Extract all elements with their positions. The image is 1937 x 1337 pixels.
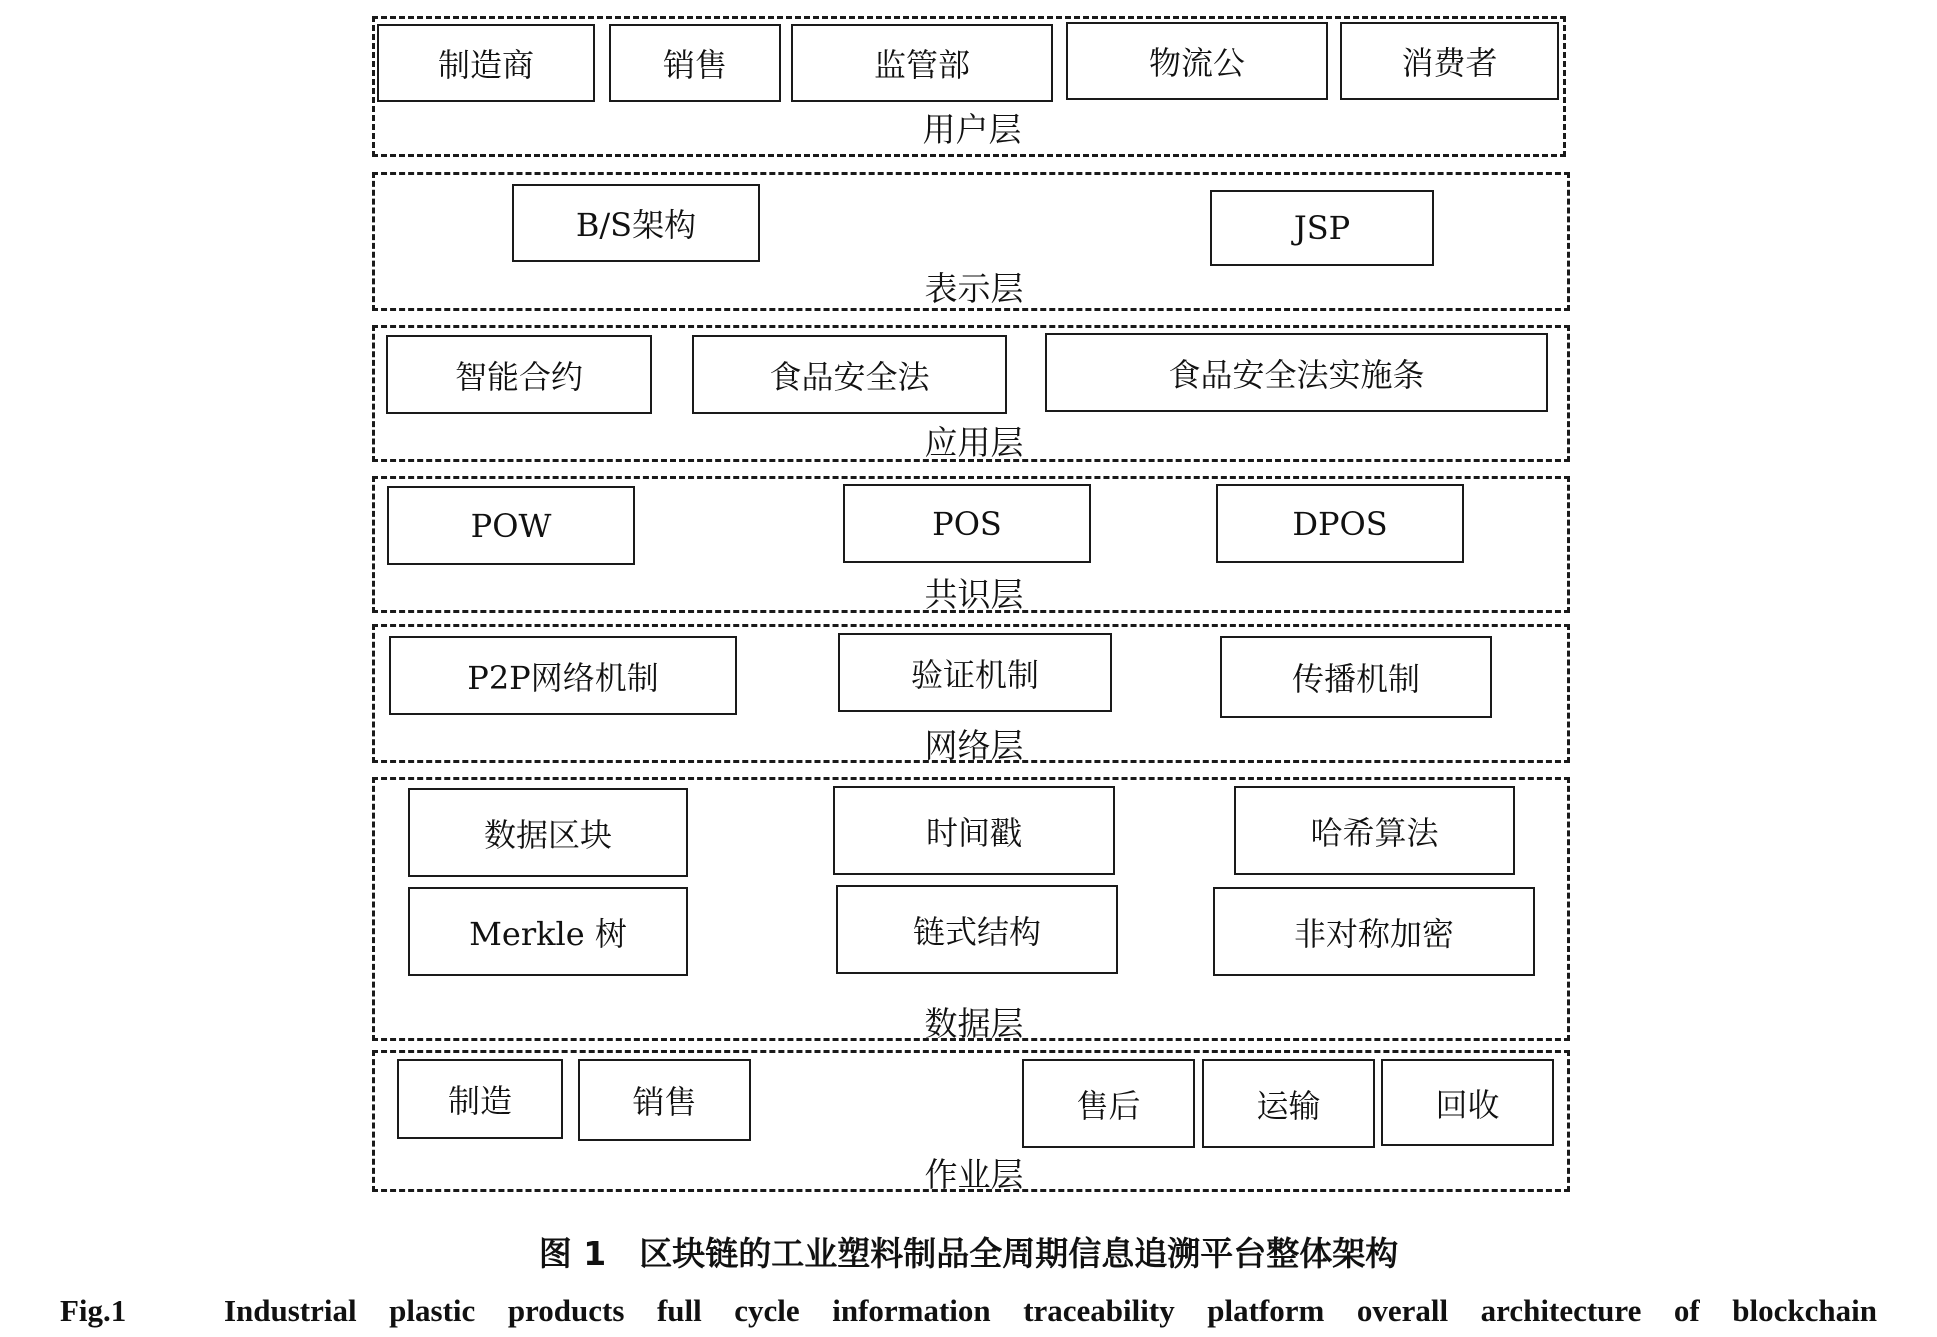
presentation-layer-label: 表示层: [924, 269, 1024, 308]
application-layer-label: 应用层: [924, 423, 1024, 462]
node-merkle-tree: Merkle 树: [408, 887, 688, 976]
network-layer-label: 网络层: [924, 726, 1024, 765]
node-asymmetric-encryption: 非对称加密: [1213, 887, 1535, 976]
user-layer-label: 用户层: [922, 110, 1022, 149]
node-pow: POW: [387, 486, 635, 565]
node-chain-structure: 链式结构: [836, 885, 1118, 974]
node-hash-algorithm: 哈希算法: [1234, 786, 1515, 875]
node-bs-architecture: B/S架构: [512, 184, 760, 262]
node-consumer: 消费者: [1340, 22, 1559, 100]
node-food-safety-regulations: 食品安全法实施条: [1045, 333, 1548, 412]
node-recycling: 回收: [1381, 1059, 1554, 1146]
data-layer-label: 数据层: [924, 1004, 1024, 1043]
node-propagation-mechanism: 传播机制: [1220, 636, 1492, 718]
node-jsp: JSP: [1210, 190, 1434, 266]
node-p2p-mechanism: P2P网络机制: [389, 636, 737, 715]
node-dpos: DPOS: [1216, 484, 1464, 563]
node-manufacture: 制造: [397, 1059, 563, 1139]
operation-layer-label: 作业层: [924, 1155, 1024, 1194]
node-logistics: 物流公: [1066, 22, 1328, 100]
node-manufacturer: 制造商: [377, 24, 595, 102]
node-regulator: 监管部: [791, 24, 1053, 102]
consensus-layer-label: 共识层: [924, 575, 1024, 614]
node-smart-contract: 智能合约: [386, 335, 652, 414]
node-food-safety-law: 食品安全法: [692, 335, 1007, 414]
figure-caption-zh: 图 1 区块链的工业塑料制品全周期信息追溯平台整体架构: [538, 1234, 1399, 1273]
node-sales: 销售: [609, 24, 781, 102]
node-transport: 运输: [1202, 1059, 1375, 1148]
figure-caption-en: Fig.1 Industrial plastic products full cycle information traceability platform overall architecture of blockchain: [60, 1293, 1877, 1328]
node-sale: 销售: [578, 1059, 751, 1141]
node-timestamp: 时间戳: [833, 786, 1115, 875]
node-pos: POS: [843, 484, 1091, 563]
node-verification-mechanism: 验证机制: [838, 633, 1112, 712]
node-data-block: 数据区块: [408, 788, 688, 877]
node-after-sales: 售后: [1022, 1059, 1195, 1148]
